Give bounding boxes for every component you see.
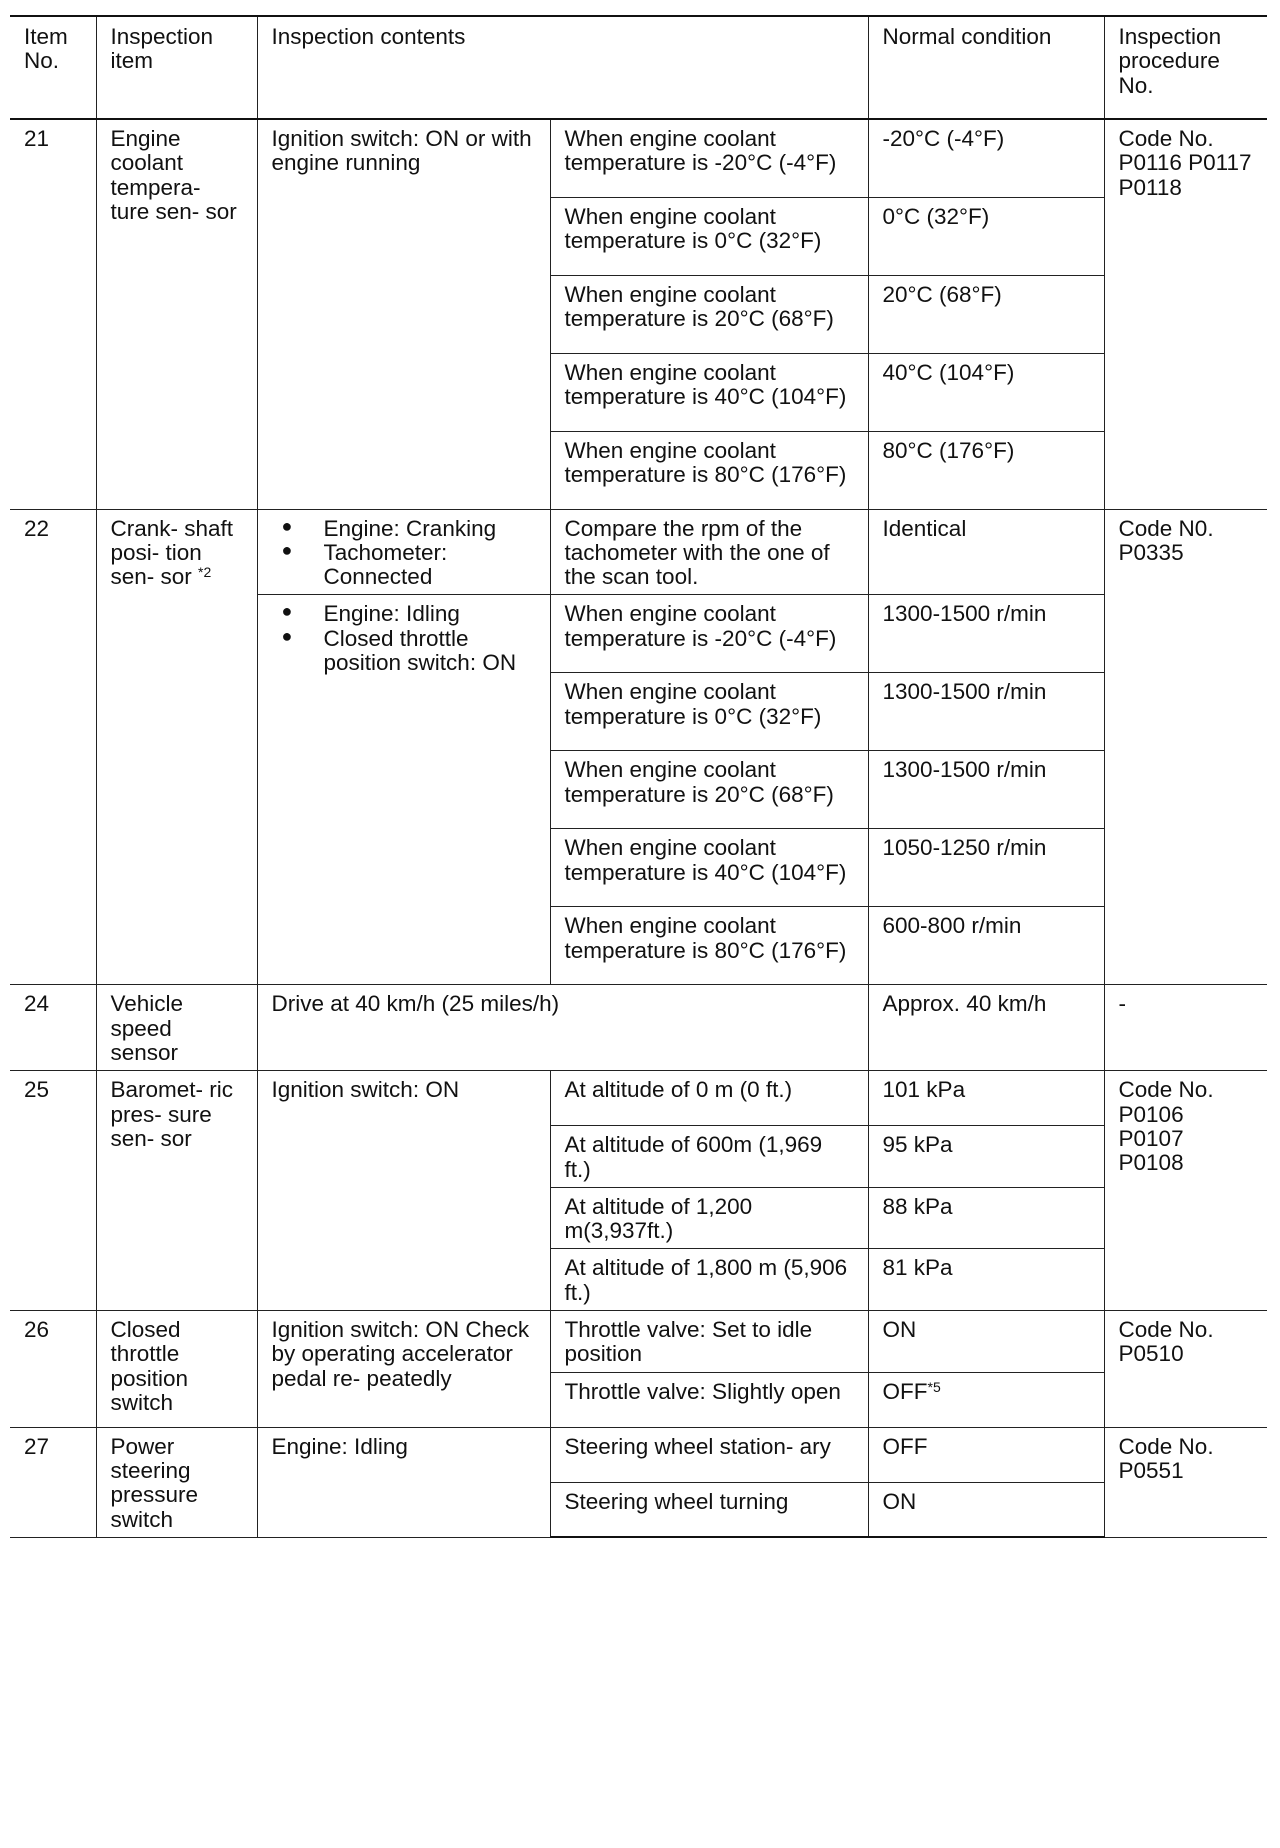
normal-cell: 80°C (176°F) [868,431,1104,509]
footnote-mark: *5 [927,1378,941,1395]
header-inspection-item: Inspection item [96,16,257,119]
normal-cell: Approx. 40 km/h [868,985,1104,1071]
procedure-25: Code No. P0106 P0107 P0108 [1104,1071,1267,1311]
item-no-24: 24 [10,985,96,1071]
when-cell: Compare the rpm of the tachometer with the one of the scan tool. [550,509,868,595]
header-inspection-contents: Inspection contents [257,16,868,119]
normal-cell: 40°C (104°F) [868,353,1104,431]
header-item-no: Item No. [10,16,96,119]
header-normal-condition: Normal condition [868,16,1104,119]
footnote-mark: *2 [198,564,212,581]
normal-cell: ON [868,1482,1104,1537]
inspection-table-page [10,15,1267,1538]
item-no-26: 26 [10,1311,96,1428]
bullet-item: ● Tachometer: Connected [272,541,536,590]
header-procedure-no: Inspection procedure No. [1104,16,1267,119]
table-row [10,509,1267,595]
procedure-22: Code N0. P0335 [1104,509,1267,985]
table-row [10,1427,1267,1482]
normal-cell: 1300-1500 r/min [868,673,1104,751]
item-no-21: 21 [10,119,96,509]
procedure-26: Code No. P0510 [1104,1311,1267,1428]
normal-cell: OFF [868,1427,1104,1482]
normal-cell: 600-800 r/min [868,907,1104,985]
normal-cell: 95 kPa [868,1126,1104,1188]
when-cell: When engine coolant temperature is 80°C (176°F) [550,431,868,509]
table-header-row [10,16,1267,119]
item-name-21: Engine coolant tempera- ture sen- sor [96,119,257,509]
condition-21: Ignition switch: ON or with engine running [257,119,550,509]
when-cell: Throttle valve: Slightly open [550,1372,868,1427]
normal-cell: Identical [868,509,1104,595]
condition-27: Engine: Idling [257,1427,550,1537]
when-cell: When engine coolant temperature is 0°C (32°F) [550,673,868,751]
condition-22b [257,595,550,985]
table-row [10,985,1267,1071]
normal-cell: 81 kPa [868,1249,1104,1311]
when-cell: Throttle valve: Set to idle position [550,1311,868,1373]
condition-24: Drive at 40 km/h (25 miles/h) [257,985,868,1071]
bullet-item: ● Engine: Cranking [272,517,536,541]
condition-25: Ignition switch: ON [257,1071,550,1311]
procedure-21: Code No. P0116 P0117 P0118 [1104,119,1267,509]
inspection-table [10,15,1267,1538]
when-cell: When engine coolant temperature is 20°C (68°F) [550,751,868,829]
bullet-item: ● Closed throttle position switch: ON [272,627,536,676]
normal-cell: 0°C (32°F) [868,197,1104,275]
normal-cell: 1300-1500 r/min [868,751,1104,829]
table-row [10,119,1267,197]
item-name-22: Crank- shaft posi- tion sen- sor [110,515,234,590]
when-cell: At altitude of 0 m (0 ft.) [550,1071,868,1126]
condition-26: Ignition switch: ON Check by operating accelerator pedal re- peatedly [257,1311,550,1428]
when-cell: At altitude of 1,200 m(3,937ft.) [550,1187,868,1249]
item-no-22: 22 [10,509,96,985]
procedure-27: Code No. P0551 [1104,1427,1267,1537]
item-name-25: Baromet- ric pres- sure sen- sor [96,1071,257,1311]
condition-22a [257,509,550,595]
item-name-24: Vehicle speed sensor [96,985,257,1071]
bullet-item: ● Engine: Idling [272,602,536,626]
normal-cell: 101 kPa [868,1071,1104,1126]
item-name-26: Closed throttle position switch [96,1311,257,1428]
table-row [10,1311,1267,1373]
when-cell: When engine coolant temperature is 40°C (104°F) [550,353,868,431]
normal-cell: 1300-1500 r/min [868,595,1104,673]
when-cell: When engine coolant temperature is -20°C (-4°F) [550,119,868,197]
when-cell: Steering wheel station- ary [550,1427,868,1482]
when-cell: When engine coolant temperature is 40°C (104°F) [550,829,868,907]
when-cell: At altitude of 600m (1,969 ft.) [550,1126,868,1188]
normal-value: OFF [882,1378,928,1404]
normal-cell: 1050-1250 r/min [868,829,1104,907]
when-cell: When engine coolant temperature is 80°C (176°F) [550,907,868,985]
when-cell: Steering wheel turning [550,1482,868,1537]
normal-cell: ON [868,1311,1104,1373]
item-no-25: 25 [10,1071,96,1311]
table-row [10,1071,1267,1126]
normal-cell: -20°C (-4°F) [868,119,1104,197]
normal-cell-off [868,1372,1104,1427]
when-cell: When engine coolant temperature is -20°C (-4°F) [550,595,868,673]
item-name-27: Power steering pressure switch [96,1427,257,1537]
normal-cell: 20°C (68°F) [868,275,1104,353]
when-cell: When engine coolant temperature is 20°C (68°F) [550,275,868,353]
procedure-24: - [1104,985,1267,1071]
item-name-22-cell [96,509,257,985]
when-cell: At altitude of 1,800 m (5,906 ft.) [550,1249,868,1311]
item-no-27: 27 [10,1427,96,1537]
normal-cell: 88 kPa [868,1187,1104,1249]
when-cell: When engine coolant temperature is 0°C (32°F) [550,197,868,275]
